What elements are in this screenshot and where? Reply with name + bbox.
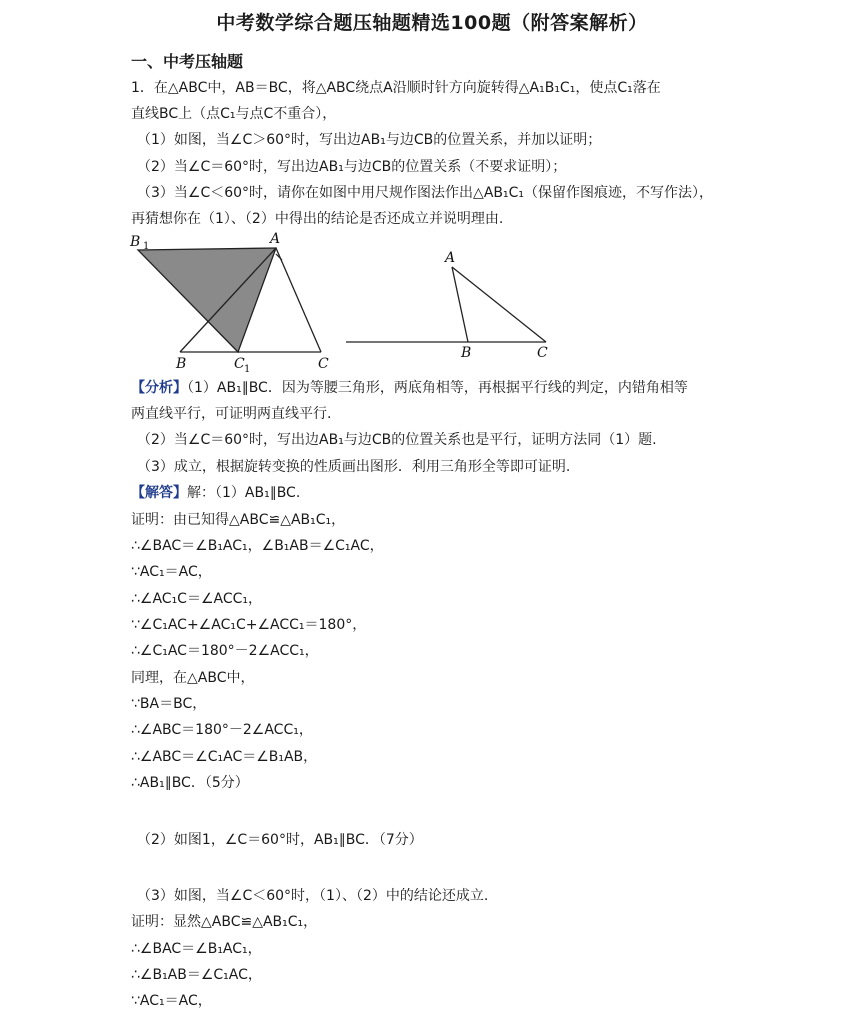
problem-intro-line-1: 1．在△ABC中，AB＝BC，将△ABC绕点A沿顺时针方向旋转得△A₁B₁C₁，使点C₁落在 [131, 80, 661, 96]
label-c: C [537, 345, 548, 361]
shaded-triangle-ab1c1 [138, 248, 276, 352]
figure-triangle-abc [340, 245, 560, 365]
problem-intro-line-2: 直线BC上（点C₁与点C不重合）， [131, 106, 337, 122]
proof-line: ∴∠BAC＝∠B₁AC₁， [131, 941, 262, 957]
question-2: （2）当∠C＝60°时，写出边AB₁与边CB的位置关系（不要求证明）； [137, 159, 567, 175]
answer-heading [131, 483, 300, 503]
label-c: C [318, 356, 329, 372]
analysis-line-1 [131, 378, 688, 398]
label-a: A [445, 250, 456, 266]
proof-line: ∴∠B₁AB＝∠C₁AC， [131, 967, 262, 983]
proof-line: ∵AC₁＝AC， [131, 993, 212, 1009]
analysis-line-3: （2）当∠C＝60°时，写出边AB₁与边CB的位置关系也是平行，证明方法同（1）题. [137, 432, 657, 448]
analysis-line-4: （3）成立，根据旋转变换的性质画出图形．利用三角形全等即可证明. [137, 459, 571, 475]
segment-a-c [276, 248, 321, 352]
answer-first: 解：（1）AB₁∥BC. [187, 485, 301, 501]
label-c1: C [234, 356, 245, 372]
label-b: B [176, 356, 187, 372]
proof-line: 证明：显然△ABC≌△AB₁C₁， [131, 914, 318, 930]
answer-part-2: （2）如图1，∠C＝60°时，AB₁∥BC．（7分） [137, 832, 423, 848]
label-a: A [270, 231, 281, 247]
question-1: （1）如图，当∠C＞60°时，写出边AB₁与边CB的位置关系，并加以证明； [137, 132, 602, 148]
proof-line: ∵AC₁＝AC， [131, 564, 212, 580]
analysis-tag: 【分析】 [131, 380, 187, 396]
analysis-line-2: 两直线平行，可证明两直线平行. [131, 406, 332, 422]
label-b1: B [130, 234, 141, 250]
question-3: （3）当∠C＜60°时，请你在如图中用尺规作图法作出△AB₁C₁（保留作图痕迹，不写作法）， [137, 185, 713, 201]
proof-line: ∴∠C₁AC＝180°－2∠ACC₁， [131, 643, 319, 659]
proof-line: ∵∠C₁AC+∠AC₁C+∠ACC₁＝180°， [131, 617, 367, 633]
figure-rotation-triangles [128, 230, 338, 375]
label-c1-sub: 1 [244, 364, 251, 375]
proof-line: 同理，在△ABC中， [131, 670, 255, 686]
proof-line: ∴∠ABC＝∠C₁AC＝∠B₁AB， [131, 749, 318, 765]
question-3-continued: 再猜想你在（1）、（2）中得出的结论是否还成立并说明理由. [131, 211, 504, 227]
section-heading: 一、中考压轴题 [131, 52, 244, 71]
proof-line: ∴∠AC₁C＝∠ACC₁， [131, 591, 262, 607]
page-title: 中考数学综合题压轴题精选100题（附答案解析） [216, 12, 648, 34]
answer-tag: 【解答】 [131, 485, 187, 501]
proof-line: ∴AB₁∥BC．（5分） [131, 775, 249, 791]
proof-line: 证明：由已知得△ABC≌△AB₁C₁， [131, 512, 346, 528]
label-b: B [461, 345, 472, 361]
proof-line: ∵BA＝BC， [131, 696, 207, 712]
proof-line: ∴∠ABC＝180°－2∠ACC₁， [131, 722, 313, 738]
proof-line: ∴∠BAC＝∠B₁AC₁，∠B₁AB＝∠C₁AC， [131, 538, 384, 554]
analysis-text-1: （1）AB₁∥BC．因为等腰三角形，两底角相等，再根据平行线的判定，内错角相等 [187, 380, 688, 396]
label-b1-sub: 1 [143, 241, 150, 252]
answer-part-3: （3）如图，当∠C＜60°时，（1）、（2）中的结论还成立. [137, 888, 489, 904]
